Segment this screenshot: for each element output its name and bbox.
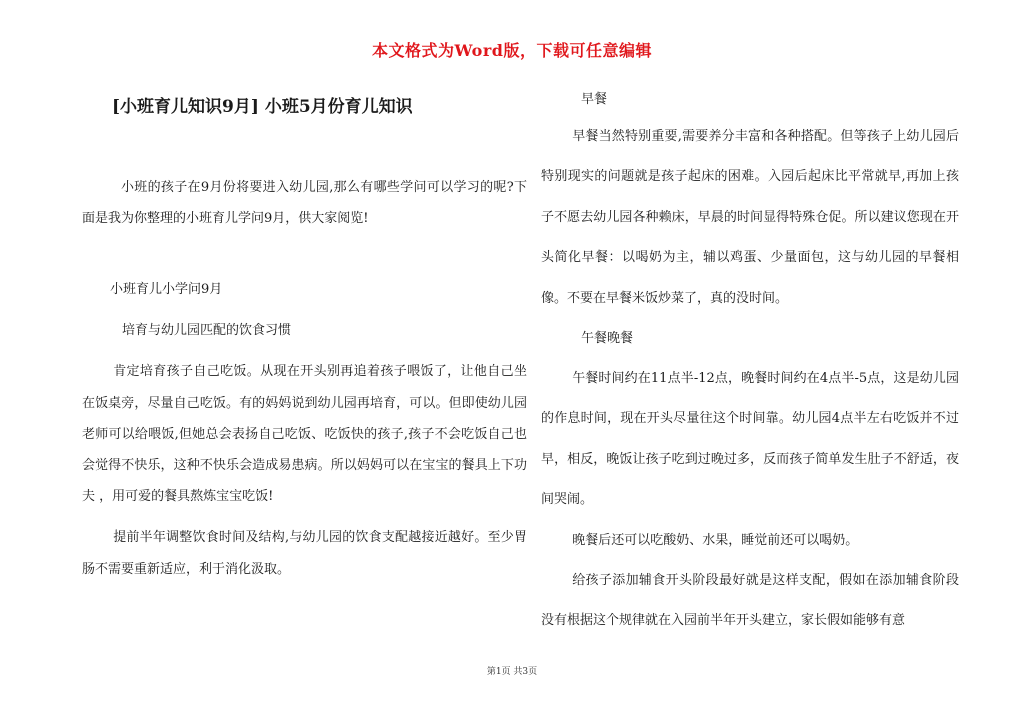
section-heading: 午餐晚餐 bbox=[581, 331, 634, 347]
subsection-heading: 培育与幼儿园匹配的饮食习惯 bbox=[122, 323, 292, 339]
intro-paragraph: 小班的孩子在9月份将要进入幼儿园,那么有哪些学问可以学习的呢?下面是我为你整理的小班育儿学问9月，供大家阅览! bbox=[82, 180, 527, 227]
paragraph: 肯定培育孩子自己吃饭。从现在开头别再追着孩子喂饭了，让他自己坐在饭桌旁，尽量自己吃饭。有的妈妈说到幼儿园再培育，可以。但即使幼儿园老师可以给喂饭,但她总会表扬自己吃饭、吃饭快的孩子,孩子不会吃饭自己也会觉得不快乐，这种不快乐会造成易患病。所以妈妈可以在宝宝的餐具上下功夫 ，用可爱的餐具熬炼宝宝吃饭! bbox=[82, 364, 527, 505]
page-number: 第1页 共3页 bbox=[486, 667, 538, 677]
right-column bbox=[541, 80, 959, 642]
left-column bbox=[82, 172, 527, 585]
paragraph: 午餐时间约在11点半-12点，晚餐时间约在4点半-5点，这是幼儿园的作息时间，现在开头尽量往这个时间靠。幼儿园4点半左右吃饭并不过早，相反，晚饭让孩子吃到过晚过多，反而孩子简单发生肚子不舒适，夜间哭闹。 bbox=[541, 371, 959, 508]
section-heading: 小班育儿小学问9月 bbox=[110, 282, 223, 298]
paragraph: 早餐当然特别重要,需要养分丰富和各种搭配。但等孩子上幼儿园后特别现实的问题就是孩子起床的困难。入园后起床比平常就早,再加上孩子不愿去幼儿园各种赖床，早晨的时间显得特殊仓促。所以建议您现在开头简化早餐：以喝奶为主，辅以鸡蛋、少量面包，这与幼儿园的早餐相像。不要在早餐米饭炒菜了，真的没时间。 bbox=[541, 129, 959, 306]
paragraph: 给孩子添加辅食开头阶段最好就是这样支配，假如在添加辅食阶段没有根据这个规律就在入园前半年开头建立，家长假如能够有意 bbox=[541, 573, 959, 629]
download-banner: 本文格式为Word版，下载可任意编辑 bbox=[372, 41, 652, 60]
paragraph: 晚餐后还可以吃酸奶、水果，睡觉前还可以喝奶。 bbox=[572, 532, 859, 548]
page-title: [小班育儿知识9月] 小班5月份育儿知识 bbox=[112, 97, 413, 117]
section-heading: 早餐 bbox=[581, 92, 608, 107]
paragraph: 提前半年调整饮食时间及结构,与幼儿园的饮食支配越接近越好。至少胃肠不需要重新适应，利于消化汲取。 bbox=[82, 530, 527, 577]
